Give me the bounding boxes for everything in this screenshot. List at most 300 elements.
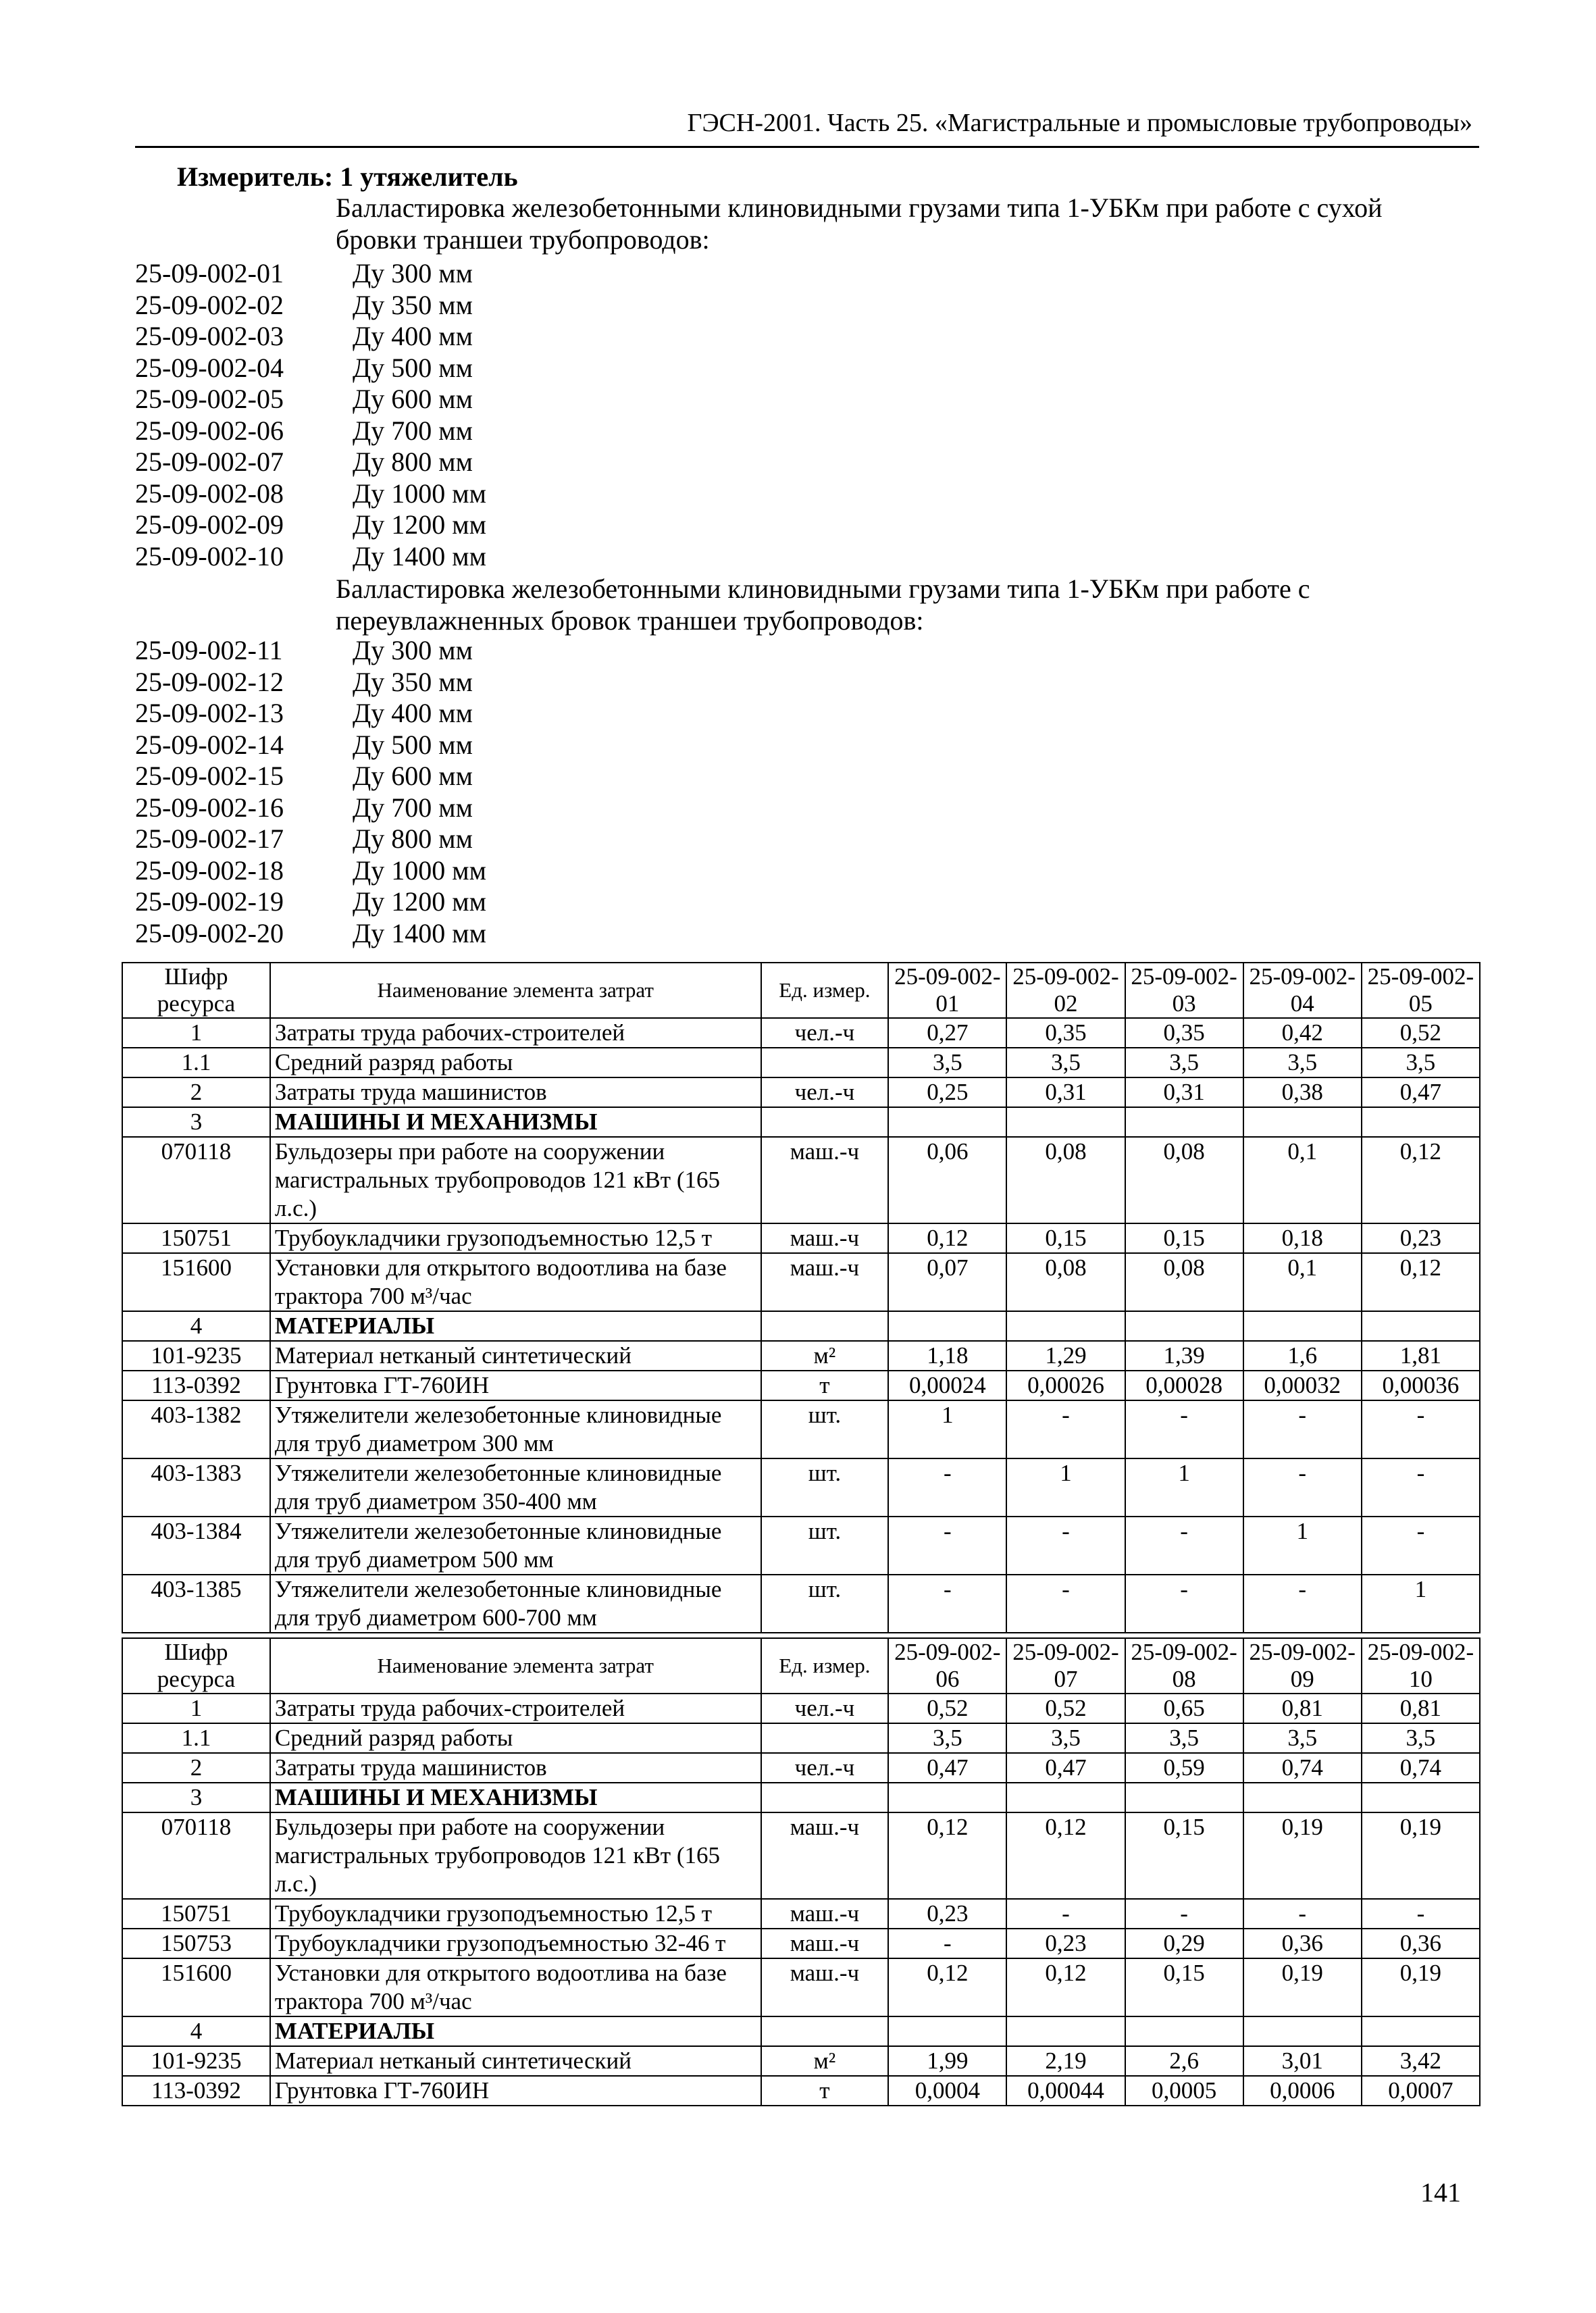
norm-code: 25-09-002-15 bbox=[135, 761, 284, 791]
resource-unit: чел.-ч bbox=[761, 1753, 889, 1783]
resource-code: 150751 bbox=[122, 1223, 270, 1253]
page-header bbox=[135, 108, 1479, 148]
resource-code: 403-1384 bbox=[122, 1517, 270, 1575]
norm-code: 25-09-002-01 bbox=[135, 258, 284, 288]
resource-value: - bbox=[888, 1929, 1006, 1958]
resource-value: 0,12 bbox=[888, 1958, 1006, 2016]
resource-name: Затраты труда машинистов bbox=[270, 1077, 761, 1107]
resource-name: Трубоукладчики грузоподъемностью 32-46 т bbox=[270, 1929, 761, 1958]
resource-value: - bbox=[888, 1458, 1006, 1517]
resource-name: Грунтовка ГТ-760ИН bbox=[270, 2076, 761, 2106]
table-row bbox=[122, 1899, 1480, 1929]
code-list-item bbox=[135, 667, 486, 698]
table-row bbox=[122, 1783, 1480, 1812]
resource-name: Установки для открытого водоотлива на базе трактора 700 м³/час bbox=[270, 1958, 761, 2016]
resource-value: - bbox=[888, 1575, 1006, 1633]
column-header-norm: 25-09-002-10 bbox=[1362, 1638, 1480, 1694]
resource-value: 0,52 bbox=[1006, 1694, 1125, 1723]
table-row bbox=[122, 1223, 1480, 1253]
norm-code: 25-09-002-08 bbox=[135, 478, 284, 509]
resource-value: - bbox=[1243, 1575, 1362, 1633]
norm-name: Ду 1000 мм bbox=[353, 478, 486, 509]
resource-value: 1,99 bbox=[888, 2046, 1006, 2076]
resource-value: - bbox=[1362, 1400, 1480, 1458]
resource-unit bbox=[761, 1723, 889, 1753]
code-list-item bbox=[135, 321, 486, 353]
resource-code: 1 bbox=[122, 1694, 270, 1723]
resource-value bbox=[888, 2016, 1006, 2046]
resource-value: - bbox=[1006, 1899, 1125, 1929]
table-header-row bbox=[122, 963, 1480, 1018]
norm-code: 25-09-002-12 bbox=[135, 666, 284, 697]
resource-value: 0,81 bbox=[1243, 1694, 1362, 1723]
resource-value: - bbox=[1362, 1458, 1480, 1517]
resource-value: 0,07 bbox=[888, 1253, 1006, 1311]
resource-value: 0,08 bbox=[1125, 1253, 1243, 1311]
resource-value: 1 bbox=[1006, 1458, 1125, 1517]
column-header-norm: 25-09-002-09 bbox=[1243, 1638, 1362, 1694]
resource-value: 0,12 bbox=[1006, 1958, 1125, 2016]
resource-value: 0,12 bbox=[1362, 1253, 1480, 1311]
resource-value: 0,27 bbox=[888, 1018, 1006, 1048]
resource-value: 0,0005 bbox=[1125, 2076, 1243, 2106]
resource-value: 0,23 bbox=[888, 1899, 1006, 1929]
resource-unit: м² bbox=[761, 1341, 889, 1371]
column-header-code: Шифр ресурса bbox=[122, 1638, 270, 1694]
resource-code: 403-1382 bbox=[122, 1400, 270, 1458]
resource-value: 0,74 bbox=[1362, 1753, 1480, 1783]
resource-value bbox=[1243, 1783, 1362, 1812]
resource-value bbox=[1243, 2016, 1362, 2046]
resource-value: 0,12 bbox=[1006, 1812, 1125, 1899]
code-list-item bbox=[135, 415, 486, 447]
resource-value bbox=[1006, 1107, 1125, 1137]
table-row bbox=[122, 1077, 1480, 1107]
resource-code: 1.1 bbox=[122, 1048, 270, 1077]
resource-value: 0,36 bbox=[1362, 1929, 1480, 1958]
code-list-item bbox=[135, 384, 486, 415]
resource-name: Бульдозеры при работе на сооружении магистральных трубопроводов 121 кВт (165 л.с.) bbox=[270, 1137, 761, 1223]
resource-unit: маш.-ч bbox=[761, 1253, 889, 1311]
resource-value: 1 bbox=[1362, 1575, 1480, 1633]
resource-unit: маш.-ч bbox=[761, 1137, 889, 1223]
resource-value: 0,00036 bbox=[1362, 1371, 1480, 1400]
resource-value bbox=[1125, 1107, 1243, 1137]
resource-value bbox=[1243, 1107, 1362, 1137]
norm-name: Ду 1400 мм bbox=[353, 540, 486, 571]
resource-value: 1,39 bbox=[1125, 1341, 1243, 1371]
norm-code: 25-09-002-16 bbox=[135, 792, 284, 823]
resource-value: 3,5 bbox=[1362, 1048, 1480, 1077]
code-list-item bbox=[135, 447, 486, 478]
resource-unit: шт. bbox=[761, 1458, 889, 1517]
norm-name: Ду 400 мм bbox=[353, 321, 473, 351]
code-list-item bbox=[135, 823, 486, 855]
table-row bbox=[122, 1137, 1480, 1223]
resource-name: Средний разряд работы bbox=[270, 1048, 761, 1077]
resource-unit: чел.-ч bbox=[761, 1077, 889, 1107]
resource-code: 151600 bbox=[122, 1958, 270, 2016]
resource-value: 0,81 bbox=[1362, 1694, 1480, 1723]
table-row bbox=[122, 2046, 1480, 2076]
resource-value bbox=[1006, 1311, 1125, 1341]
resource-code: 3 bbox=[122, 1107, 270, 1137]
resource-value: 0,0007 bbox=[1362, 2076, 1480, 2106]
resource-value: 0,1 bbox=[1243, 1137, 1362, 1223]
resource-value: 2,6 bbox=[1125, 2046, 1243, 2076]
resource-value: 0,12 bbox=[888, 1812, 1006, 1899]
resource-unit bbox=[761, 1783, 889, 1812]
resource-unit: маш.-ч bbox=[761, 1929, 889, 1958]
resource-value bbox=[1362, 1107, 1480, 1137]
resource-value: 0,18 bbox=[1243, 1223, 1362, 1253]
column-header-norm: 25-09-002-02 bbox=[1006, 963, 1125, 1018]
resource-unit: шт. bbox=[761, 1400, 889, 1458]
column-header-norm: 25-09-002-01 bbox=[888, 963, 1006, 1018]
resource-value: - bbox=[1362, 1899, 1480, 1929]
column-header-name: Наименование элемента затрат bbox=[270, 963, 761, 1018]
norm-name: Ду 350 мм bbox=[353, 289, 473, 320]
table-row bbox=[122, 1575, 1480, 1633]
resource-value bbox=[1125, 1783, 1243, 1812]
resource-value: 3,5 bbox=[888, 1723, 1006, 1753]
resource-value: 2,19 bbox=[1006, 2046, 1125, 2076]
resource-name: Утяжелители железобетонные клиновидные для труб диаметром 300 мм bbox=[270, 1400, 761, 1458]
resource-value: - bbox=[888, 1517, 1006, 1575]
table-row bbox=[122, 1517, 1480, 1575]
page-header-title: ГЭСН-2001. Часть 25. «Магистральные и промысловые трубопроводы» bbox=[687, 109, 1472, 137]
resource-value: - bbox=[1125, 1517, 1243, 1575]
norm-code: 25-09-002-20 bbox=[135, 917, 284, 948]
resource-name: МАШИНЫ И МЕХАНИЗМЫ bbox=[270, 1783, 761, 1812]
resource-value: 1,6 bbox=[1243, 1341, 1362, 1371]
resource-value bbox=[1362, 1311, 1480, 1341]
norm-code: 25-09-002-11 bbox=[135, 635, 283, 665]
resource-value: 0,12 bbox=[1362, 1137, 1480, 1223]
table-header-row bbox=[122, 1638, 1480, 1694]
resource-value: - bbox=[1243, 1458, 1362, 1517]
table-row bbox=[122, 1812, 1480, 1899]
resource-value: 0,52 bbox=[888, 1694, 1006, 1723]
norm-name: Ду 300 мм bbox=[353, 635, 473, 665]
resource-value: 0,47 bbox=[1006, 1753, 1125, 1783]
resource-unit: чел.-ч bbox=[761, 1694, 889, 1723]
norm-code: 25-09-002-18 bbox=[135, 855, 284, 886]
resource-code: 3 bbox=[122, 1783, 270, 1812]
resource-value: - bbox=[1125, 1400, 1243, 1458]
code-list-item bbox=[135, 290, 486, 322]
resource-value bbox=[1006, 2016, 1125, 2046]
resource-unit: т bbox=[761, 1371, 889, 1400]
resource-value: 0,0004 bbox=[888, 2076, 1006, 2106]
resource-value: 3,5 bbox=[1125, 1048, 1243, 1077]
resource-name: Грунтовка ГТ-760ИН bbox=[270, 1371, 761, 1400]
norm-code: 25-09-002-02 bbox=[135, 289, 284, 320]
norm-name: Ду 800 мм bbox=[353, 823, 473, 854]
resource-value: 0,19 bbox=[1362, 1958, 1480, 2016]
resource-unit bbox=[761, 2016, 889, 2046]
resource-unit: м² bbox=[761, 2046, 889, 2076]
group1-code-list bbox=[135, 258, 486, 572]
page-number: 141 bbox=[1420, 2177, 1461, 2208]
norm-name: Ду 600 мм bbox=[353, 384, 473, 414]
resource-name: Затраты труда рабочих-строителей bbox=[270, 1694, 761, 1723]
resource-unit: шт. bbox=[761, 1575, 889, 1633]
resource-value: 0,31 bbox=[1006, 1077, 1125, 1107]
norm-table-2 bbox=[122, 1637, 1481, 2106]
resource-name: Трубоукладчики грузоподъемностью 12,5 т bbox=[270, 1223, 761, 1253]
table-row bbox=[122, 1341, 1480, 1371]
resource-value: 0,1 bbox=[1243, 1253, 1362, 1311]
code-list-item bbox=[135, 353, 486, 384]
table-row bbox=[122, 1311, 1480, 1341]
resource-code: 2 bbox=[122, 1077, 270, 1107]
table-row bbox=[122, 1107, 1480, 1137]
resource-value: 3,5 bbox=[1243, 1048, 1362, 1077]
norm-name: Ду 500 мм bbox=[353, 352, 473, 383]
resource-value: 0,00032 bbox=[1243, 1371, 1362, 1400]
resource-value: 0,00024 bbox=[888, 1371, 1006, 1400]
norm-code: 25-09-002-19 bbox=[135, 886, 284, 917]
resource-value: 0,25 bbox=[888, 1077, 1006, 1107]
norm-code: 25-09-002-09 bbox=[135, 509, 284, 540]
resource-name: Средний разряд работы bbox=[270, 1723, 761, 1753]
resource-name: Установки для открытого водоотлива на базе трактора 700 м³/час bbox=[270, 1253, 761, 1311]
resource-code: 403-1385 bbox=[122, 1575, 270, 1633]
column-header-norm: 25-09-002-07 bbox=[1006, 1638, 1125, 1694]
norm-code: 25-09-002-13 bbox=[135, 698, 284, 728]
resource-unit: шт. bbox=[761, 1517, 889, 1575]
resource-value: 0,29 bbox=[1125, 1929, 1243, 1958]
resource-value: 3,42 bbox=[1362, 2046, 1480, 2076]
resource-value: 3,5 bbox=[1243, 1723, 1362, 1753]
group2-title: Балластировка железобетонными клиновидными грузами типа 1-УБКм при работе с переувлажненных бровок траншеи трубопроводов: bbox=[336, 574, 1310, 636]
table-row bbox=[122, 1458, 1480, 1517]
resource-code: 4 bbox=[122, 1311, 270, 1341]
measure-unit: Измеритель: 1 утяжелитель bbox=[177, 161, 518, 192]
resource-value: 0,15 bbox=[1125, 1958, 1243, 2016]
resource-value: 0,08 bbox=[1006, 1253, 1125, 1311]
norm-code: 25-09-002-17 bbox=[135, 823, 284, 854]
resource-value: 0,19 bbox=[1362, 1812, 1480, 1899]
resource-value: 0,00026 bbox=[1006, 1371, 1125, 1400]
code-list-item bbox=[135, 792, 486, 824]
resource-unit bbox=[761, 1107, 889, 1137]
resource-code: 070118 bbox=[122, 1812, 270, 1899]
resource-code: 403-1383 bbox=[122, 1458, 270, 1517]
norm-name: Ду 350 мм bbox=[353, 666, 473, 697]
resource-value: 3,5 bbox=[1125, 1723, 1243, 1753]
resource-code: 113-0392 bbox=[122, 1371, 270, 1400]
resource-value: - bbox=[1362, 1517, 1480, 1575]
resource-name: МАТЕРИАЛЫ bbox=[270, 2016, 761, 2046]
resource-value: 0,0006 bbox=[1243, 2076, 1362, 2106]
code-list-item bbox=[135, 258, 486, 290]
resource-unit: маш.-ч bbox=[761, 1812, 889, 1899]
resource-value: 0,08 bbox=[1125, 1137, 1243, 1223]
resource-value bbox=[1006, 1783, 1125, 1812]
resource-name: Утяжелители железобетонные клиновидные для труб диаметром 600-700 мм bbox=[270, 1575, 761, 1633]
column-header-name: Наименование элемента затрат bbox=[270, 1638, 761, 1694]
resource-name: Материал нетканый синтетический bbox=[270, 2046, 761, 2076]
resource-value bbox=[1243, 1311, 1362, 1341]
table-row bbox=[122, 1723, 1480, 1753]
resource-unit bbox=[761, 1311, 889, 1341]
resource-value: 3,5 bbox=[1006, 1723, 1125, 1753]
resource-value: - bbox=[1006, 1517, 1125, 1575]
norm-name: Ду 1200 мм bbox=[353, 509, 486, 540]
code-list-item bbox=[135, 541, 486, 573]
table-row bbox=[122, 1400, 1480, 1458]
resource-value bbox=[1125, 2016, 1243, 2046]
resource-value: 0,47 bbox=[888, 1753, 1006, 1783]
resource-value: 3,5 bbox=[1362, 1723, 1480, 1753]
norm-name: Ду 400 мм bbox=[353, 698, 473, 728]
resource-value bbox=[1362, 1783, 1480, 1812]
norm-code: 25-09-002-10 bbox=[135, 540, 284, 571]
resource-value: 1,29 bbox=[1006, 1341, 1125, 1371]
resource-code: 150751 bbox=[122, 1899, 270, 1929]
norm-code: 25-09-002-03 bbox=[135, 321, 284, 351]
resource-code: 113-0392 bbox=[122, 2076, 270, 2106]
norm-code: 25-09-002-07 bbox=[135, 447, 284, 477]
code-list-item bbox=[135, 478, 486, 510]
resource-value: 0,19 bbox=[1243, 1812, 1362, 1899]
resource-unit: маш.-ч bbox=[761, 1899, 889, 1929]
resource-code: 151600 bbox=[122, 1253, 270, 1311]
resource-value: 0,52 bbox=[1362, 1018, 1480, 1048]
resource-value: - bbox=[1125, 1899, 1243, 1929]
norm-name: Ду 700 мм bbox=[353, 415, 473, 446]
resource-value: 0,00028 bbox=[1125, 1371, 1243, 1400]
resource-value: 0,65 bbox=[1125, 1694, 1243, 1723]
resource-value bbox=[1362, 2016, 1480, 2046]
column-header-norm: 25-09-002-08 bbox=[1125, 1638, 1243, 1694]
resource-value: 0,36 bbox=[1243, 1929, 1362, 1958]
resource-value: 0,47 bbox=[1362, 1077, 1480, 1107]
norm-code: 25-09-002-05 bbox=[135, 384, 284, 414]
resource-code: 070118 bbox=[122, 1137, 270, 1223]
resource-value: 1,18 bbox=[888, 1341, 1006, 1371]
group2-code-list bbox=[135, 635, 486, 949]
table-row bbox=[122, 1253, 1480, 1311]
resource-unit: чел.-ч bbox=[761, 1018, 889, 1048]
column-header-norm: 25-09-002-04 bbox=[1243, 963, 1362, 1018]
resource-code: 1 bbox=[122, 1018, 270, 1048]
resource-value: 0,15 bbox=[1125, 1223, 1243, 1253]
code-list-item bbox=[135, 730, 486, 761]
table-row bbox=[122, 1018, 1480, 1048]
table-row bbox=[122, 1929, 1480, 1958]
resource-value: 0,35 bbox=[1125, 1018, 1243, 1048]
norm-name: Ду 1200 мм bbox=[353, 886, 486, 917]
resource-value: 0,59 bbox=[1125, 1753, 1243, 1783]
resource-code: 4 bbox=[122, 2016, 270, 2046]
resource-value: - bbox=[1006, 1400, 1125, 1458]
column-header-code: Шифр ресурса bbox=[122, 963, 270, 1018]
group1-title: Балластировка железобетонными клиновидными грузами типа 1-УБКм при работе с сухой бровки траншеи трубопроводов: bbox=[336, 193, 1383, 255]
table-row bbox=[122, 2076, 1480, 2106]
resource-value: 0,74 bbox=[1243, 1753, 1362, 1783]
resource-value: 0,35 bbox=[1006, 1018, 1125, 1048]
norm-name: Ду 600 мм bbox=[353, 761, 473, 791]
resource-value bbox=[1125, 1311, 1243, 1341]
resource-value bbox=[888, 1107, 1006, 1137]
resource-value: 3,5 bbox=[888, 1048, 1006, 1077]
resource-name: Затраты труда рабочих-строителей bbox=[270, 1018, 761, 1048]
resource-value bbox=[888, 1783, 1006, 1812]
resource-value: 0,23 bbox=[1362, 1223, 1480, 1253]
resource-name: Утяжелители железобетонные клиновидные для труб диаметром 500 мм bbox=[270, 1517, 761, 1575]
table-row bbox=[122, 2016, 1480, 2046]
table-row bbox=[122, 1753, 1480, 1783]
resource-value: 0,19 bbox=[1243, 1958, 1362, 2016]
norm-name: Ду 300 мм bbox=[353, 258, 473, 288]
norm-name: Ду 800 мм bbox=[353, 447, 473, 477]
resource-code: 101-9235 bbox=[122, 1341, 270, 1371]
resource-value: 0,15 bbox=[1125, 1812, 1243, 1899]
resource-name: МАШИНЫ И МЕХАНИЗМЫ bbox=[270, 1107, 761, 1137]
resource-name: Бульдозеры при работе на сооружении магистральных трубопроводов 121 кВт (165 л.с.) bbox=[270, 1812, 761, 1899]
resource-value: - bbox=[1243, 1899, 1362, 1929]
code-list-item bbox=[135, 635, 486, 667]
resource-value: 3,5 bbox=[1006, 1048, 1125, 1077]
resource-code: 1.1 bbox=[122, 1723, 270, 1753]
table-row bbox=[122, 1371, 1480, 1400]
resource-value: 3,01 bbox=[1243, 2046, 1362, 2076]
resource-name: Трубоукладчики грузоподъемностью 12,5 т bbox=[270, 1899, 761, 1929]
resource-value: 0,15 bbox=[1006, 1223, 1125, 1253]
resource-value: 1 bbox=[1125, 1458, 1243, 1517]
resource-value: 0,12 bbox=[888, 1223, 1006, 1253]
resource-unit: маш.-ч bbox=[761, 1958, 889, 2016]
column-header-norm: 25-09-002-05 bbox=[1362, 963, 1480, 1018]
column-header-unit: Ед. измер. bbox=[761, 963, 889, 1018]
resource-unit bbox=[761, 1048, 889, 1077]
resource-value: - bbox=[1006, 1575, 1125, 1633]
norm-name: Ду 1400 мм bbox=[353, 917, 486, 948]
resource-value: 0,31 bbox=[1125, 1077, 1243, 1107]
table-row bbox=[122, 1048, 1480, 1077]
resource-value: - bbox=[1125, 1575, 1243, 1633]
norm-code: 25-09-002-06 bbox=[135, 415, 284, 446]
column-header-unit: Ед. измер. bbox=[761, 1638, 889, 1694]
norm-code: 25-09-002-14 bbox=[135, 729, 284, 760]
resource-value: 0,38 bbox=[1243, 1077, 1362, 1107]
code-list-item bbox=[135, 855, 486, 887]
resource-code: 101-9235 bbox=[122, 2046, 270, 2076]
resource-code: 2 bbox=[122, 1753, 270, 1783]
resource-value: 0,00044 bbox=[1006, 2076, 1125, 2106]
resource-value bbox=[888, 1311, 1006, 1341]
code-list-item bbox=[135, 509, 486, 541]
code-list-item bbox=[135, 761, 486, 792]
resource-name: Материал нетканый синтетический bbox=[270, 1341, 761, 1371]
code-list-item bbox=[135, 886, 486, 918]
table-row bbox=[122, 1958, 1480, 2016]
norm-table-1 bbox=[122, 962, 1481, 1633]
resource-unit: т bbox=[761, 2076, 889, 2106]
resource-value: 1 bbox=[1243, 1517, 1362, 1575]
resource-value: 1 bbox=[888, 1400, 1006, 1458]
resource-value: - bbox=[1243, 1400, 1362, 1458]
resource-value: 0,08 bbox=[1006, 1137, 1125, 1223]
resource-value: 0,23 bbox=[1006, 1929, 1125, 1958]
norm-name: Ду 500 мм bbox=[353, 729, 473, 760]
column-header-norm: 25-09-002-03 bbox=[1125, 963, 1243, 1018]
resource-unit: маш.-ч bbox=[761, 1223, 889, 1253]
norm-name: Ду 700 мм bbox=[353, 792, 473, 823]
